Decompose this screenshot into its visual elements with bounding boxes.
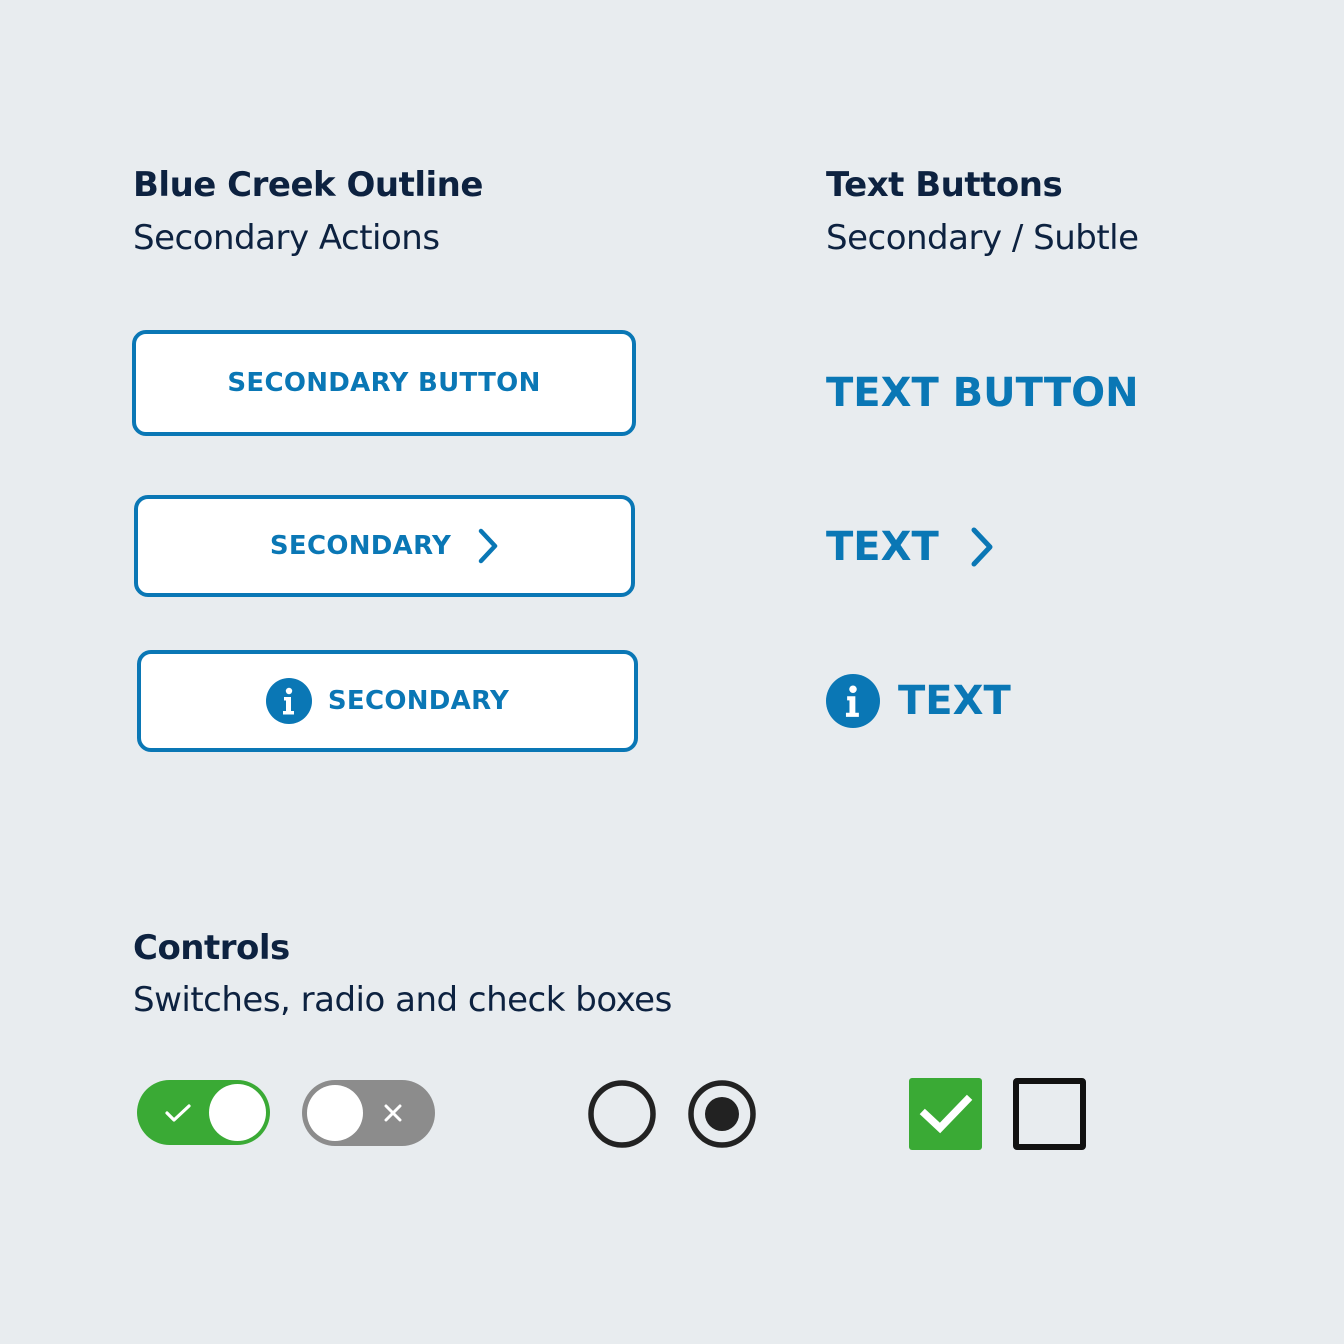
controls-section-title: Controls	[133, 928, 290, 968]
secondary-info-button-label: SECONDARY	[327, 686, 510, 716]
switch-on[interactable]	[137, 1080, 270, 1145]
text-chevron-button[interactable]	[826, 522, 995, 572]
text-info-button[interactable]	[826, 674, 1011, 728]
switch-off[interactable]	[302, 1080, 435, 1146]
switch-knob	[307, 1085, 363, 1141]
secondary-chevron-button-label: SECONDARY	[269, 531, 452, 561]
switch-knob	[209, 1084, 266, 1141]
chevron-right-icon	[969, 526, 995, 568]
chevron-right-icon	[477, 528, 499, 564]
outline-section-subtitle: Secondary Actions	[133, 218, 440, 258]
checkbox-unchecked[interactable]	[1013, 1078, 1086, 1150]
outline-section-title: Blue Creek Outline	[133, 165, 483, 205]
secondary-button[interactable]	[132, 330, 636, 436]
radio-selected[interactable]	[687, 1079, 757, 1149]
secondary-button-label: SECONDARY BUTTON	[227, 368, 541, 398]
info-icon	[266, 678, 312, 724]
checkbox-checked[interactable]	[909, 1078, 982, 1150]
secondary-chevron-button[interactable]	[134, 495, 635, 597]
controls-section-subtitle: Switches, radio and check boxes	[133, 980, 672, 1020]
text-chevron-button-label: TEXT	[826, 524, 939, 570]
x-icon	[382, 1080, 404, 1146]
text-info-button-label: TEXT	[898, 678, 1011, 724]
text-button-label: TEXT BUTTON	[826, 370, 1139, 416]
text-button[interactable]	[826, 368, 1139, 418]
text-section-title: Text Buttons	[826, 165, 1063, 205]
checkmark-icon	[919, 1093, 973, 1135]
info-icon	[826, 674, 880, 728]
checkmark-icon	[163, 1080, 193, 1145]
radio-unselected[interactable]	[587, 1079, 657, 1149]
text-section-subtitle: Secondary / Subtle	[826, 218, 1139, 258]
secondary-info-button[interactable]	[137, 650, 638, 752]
